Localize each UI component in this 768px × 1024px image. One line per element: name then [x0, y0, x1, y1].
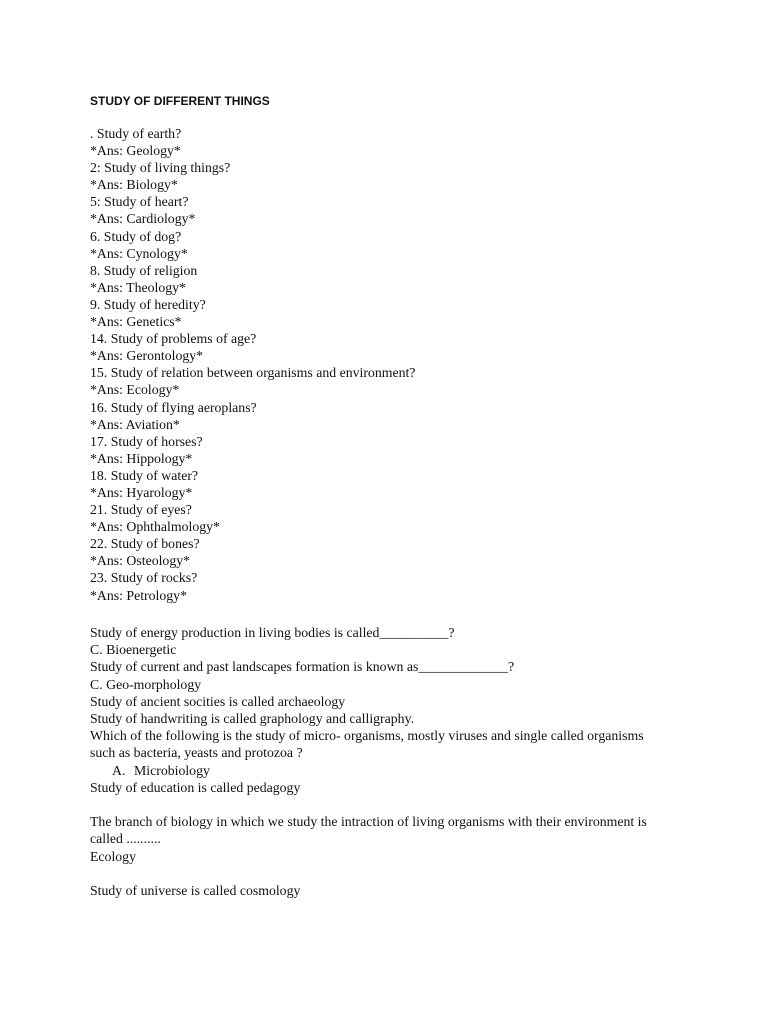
answer-line: *Ans: Aviation*: [90, 416, 180, 432]
ecology-question-line-2: called ..........: [90, 831, 161, 846]
page-title: STUDY OF DIFFERENT THINGS: [90, 94, 270, 108]
answer-line: *Ans: Osteology*: [90, 553, 191, 569]
micro-answer: [112, 762, 210, 779]
question-line: 9. Study of heredity?: [90, 296, 206, 312]
answer-line: *Ans: Geology*: [90, 143, 181, 159]
answer-line: *Ans: Gerontology*: [90, 348, 204, 364]
answer-line: *Ans: Ecology*: [90, 382, 180, 398]
landscape-question: Study of current and past landscapes formation is known as_____________?: [90, 659, 515, 674]
answer-line: *Ans: Genetics*: [90, 314, 182, 330]
question-line: 5: Study of heart?: [90, 194, 189, 210]
qa-list: [90, 125, 710, 604]
question-line: . Study of earth?: [90, 126, 182, 141]
cosmology-line: Study of universe is called cosmology: [90, 883, 301, 898]
question-line: 2: Study of living things?: [90, 160, 231, 176]
answer-line: *Ans: Theology*: [90, 279, 186, 295]
micro-question-line-2: such as bacteria, yeasts and protozoa ?: [90, 745, 303, 760]
question-line: 15. Study of relation between organisms and environment?: [90, 365, 416, 381]
question-line: 16. Study of flying aeroplans?: [90, 399, 257, 415]
question-line: 8. Study of religion: [90, 262, 198, 278]
energy-question: Study of energy production in living bodies is called__________?: [90, 625, 455, 640]
answer-line: *Ans: Biology*: [90, 177, 178, 193]
answer-line: *Ans: Hippology*: [90, 450, 193, 466]
ecology-answer: Ecology: [90, 849, 136, 864]
energy-answer: C. Bioenergetic: [90, 642, 177, 657]
pedagogy-line: Study of education is called pedagogy: [90, 780, 301, 795]
question-line: 6. Study of dog?: [90, 228, 182, 244]
archaeology-line: Study of ancient socities is called archaeology: [90, 694, 346, 709]
question-line: 21. Study of eyes?: [90, 502, 192, 518]
answer-line: *Ans: Ophthalmology*: [90, 519, 220, 535]
answer-line: *Ans: Cardiology*: [90, 211, 196, 227]
question-line: 18. Study of water?: [90, 467, 199, 483]
micro-answer-text: Microbiology: [134, 763, 210, 778]
question-line: 23. Study of rocks?: [90, 570, 198, 586]
question-line: 22. Study of bones?: [90, 536, 200, 552]
ecology-question-line-1: The branch of biology in which we study the intraction of living organisms with their environment is: [90, 814, 647, 829]
answer-line: *Ans: Cynology*: [90, 245, 188, 261]
micro-answer-letter: A.: [112, 763, 126, 778]
answer-line: *Ans: Petrology*: [90, 587, 187, 603]
question-line: 17. Study of horses?: [90, 433, 203, 449]
handwriting-line: Study of handwriting is called graphology and calligraphy.: [90, 711, 415, 726]
question-line: 14. Study of problems of age?: [90, 331, 257, 347]
micro-question-line-1: Which of the following is the study of micro- organisms, mostly viruses and single called organisms: [90, 728, 644, 743]
landscape-answer: C. Geo-morphology: [90, 677, 202, 692]
answer-line: *Ans: Hyarology*: [90, 484, 193, 500]
